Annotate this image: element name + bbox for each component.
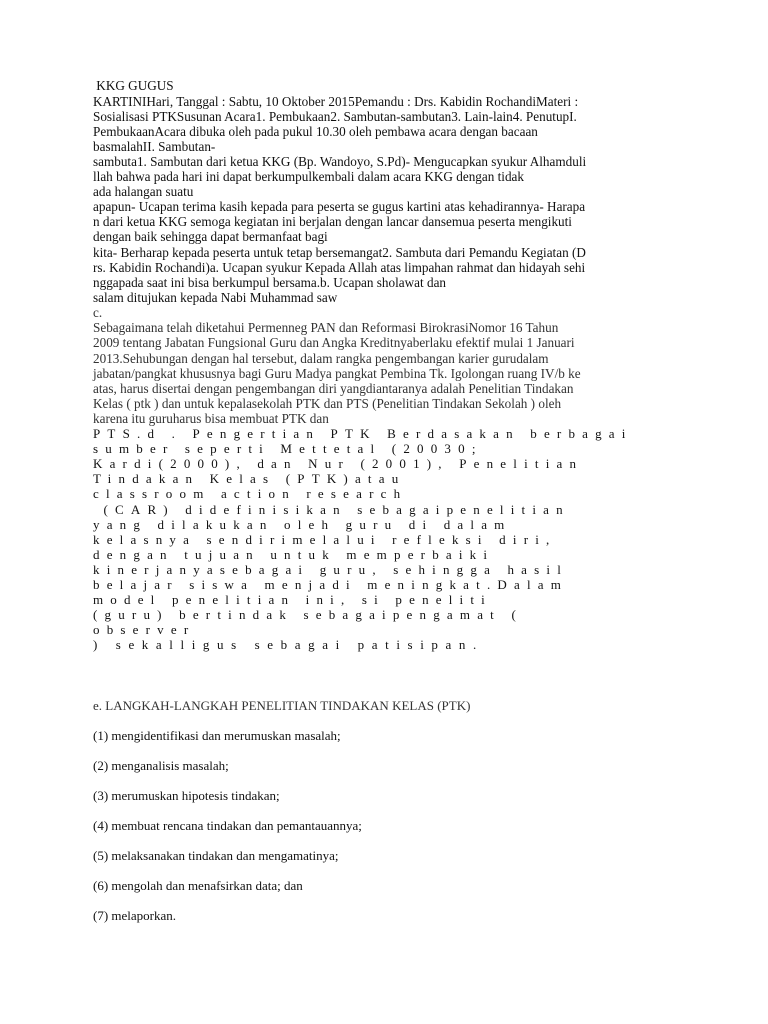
doc-line: Kelas ( ptk ) dan untuk kepalasekolah PTK dan PTS (Penelitian Tindakan Sekolah ) oleh (93, 396, 562, 411)
step-item: (6) mengolah dan menafsirkan data; dan (93, 878, 303, 893)
step-item: (5) melaksanakan tindakan dan mengamatinya; (93, 848, 339, 863)
spaced-line: model penelitian ini, si peneliti (93, 592, 492, 607)
doc-line: KARTINIHari, Tanggal : Sabtu, 10 Oktober 2015Pemandu : Drs. Kabidin RochandiMateri : (93, 94, 579, 109)
doc-line: atas, harus disertai dengan pengembangan diri yangdiantaranya adalah Penelitian Tindakan (93, 381, 574, 396)
doc-line: 2009 tentang Jabatan Fungsional Guru dan Angka Kreditnyaberlaku efektif mulai 1 Januari (93, 335, 575, 350)
spaced-line: belajar siswa menjadi meningkat.Dalam (93, 577, 569, 592)
doc-line: kita- Berharap kepada peserta untuk tetap bersemangat2. Sambuta dari Pemandu Kegiatan (D (93, 245, 586, 260)
doc-line: rs. Kabidin Rochandi)a. Ucapan syukur Kepada Allah atas limpahan rahmat dan hidayah sehi (93, 260, 586, 275)
spaced-line: sumber seperti Mettetal (20030; (93, 441, 483, 456)
spaced-line: (guru) bertindak sebagaipengamat ( (93, 607, 523, 622)
spaced-line: classroom action research (93, 486, 408, 501)
doc-line: sambuta1. Sambutan dari ketua KKG (Bp. Wandoyo, S.Pd)- Mengucapkan syukur Alhamduli (93, 154, 587, 169)
doc-line: ada halangan suatu (93, 184, 194, 199)
doc-line: nggapada saat ini bisa berkumpul bersama.b. Ucapan sholawat dan (93, 275, 447, 290)
doc-line: salam ditujukan kepada Nabi Muhammad saw (93, 290, 338, 305)
doc-line: n dari ketua KKG semoga kegiatan ini berjalan dengan lancar dansemua peserta mengikuti (93, 214, 572, 229)
doc-line: llah bahwa pada hari ini dapat berkumpulkembali dalam acara KKG dengan tidak (93, 169, 524, 184)
spaced-line: Kardi(2000), dan Nur (2001), Penelitian (93, 456, 584, 471)
spaced-line: ) sekalligus sebagai patisipan. (93, 637, 484, 652)
spaced-line: yang dilakukan oleh guru di dalam (93, 517, 512, 532)
spaced-line: observer (93, 622, 196, 637)
doc-line: apapun- Ucapan terima kasih kepada para peserta se gugus kartini atas kehadirannya- Harapa (93, 199, 586, 214)
doc-title: KKG GUGUS (93, 78, 174, 93)
section-e-heading: e. LANGKAH-LANGKAH PENELITIAN TINDAKAN KELAS (PTK) (93, 698, 471, 713)
doc-line: jabatan/pangkat khususnya bagi Guru Madya pangkat Pembina Tk. Igolongan ruang IV/b ke (93, 366, 581, 381)
doc-line: basmalahII. Sambutan- (93, 139, 216, 154)
doc-line: karena itu guruharus bisa membuat PTK dan (93, 411, 329, 426)
spaced-line: (CAR) didefinisikan sebagaipenelitian (93, 502, 570, 517)
doc-line: c. (93, 305, 103, 320)
step-item: (1) mengidentifikasi dan merumuskan masalah; (93, 728, 341, 743)
doc-line: 2013.Sehubungan dengan hal tersebut, dalam rangka pengembangan karier gurudalam (93, 351, 549, 366)
step-item: (4) membuat rencana tindakan dan pemantauannya; (93, 818, 362, 833)
spaced-line: kelasnya sendirimelalui refleksi diri, (93, 532, 557, 547)
step-item: (7) melaporkan. (93, 908, 177, 923)
doc-line: Sebagaimana telah diketahui Permenneg PAN dan Reformasi BirokrasiNomor 16 Tahun (93, 320, 559, 335)
doc-line: PembukaanAcara dibuka oleh pada pukul 10.30 oleh pembawa acara dengan bacaan (93, 124, 538, 139)
spaced-line: kinerjanyasebagai guru, sehingga hasil (93, 562, 569, 577)
doc-line: Sosialisasi PTKSusunan Acara1. Pembukaan2. Sambutan-sambutan3. Lain-lain4. PenutupI. (93, 109, 577, 124)
spaced-line: PTS.d . Pengertian PTK Berdasakan berbagai (93, 426, 633, 441)
spaced-line: dengan tujuan untuk memperbaiki (93, 547, 495, 562)
step-item: (2) menganalisis masalah; (93, 758, 229, 773)
spaced-line: Tindakan Kelas (PTK)atau (93, 471, 406, 486)
step-item: (3) merumuskan hipotesis tindakan; (93, 788, 280, 803)
doc-line: dengan baik sehingga dapat bermanfaat bagi (93, 229, 328, 244)
